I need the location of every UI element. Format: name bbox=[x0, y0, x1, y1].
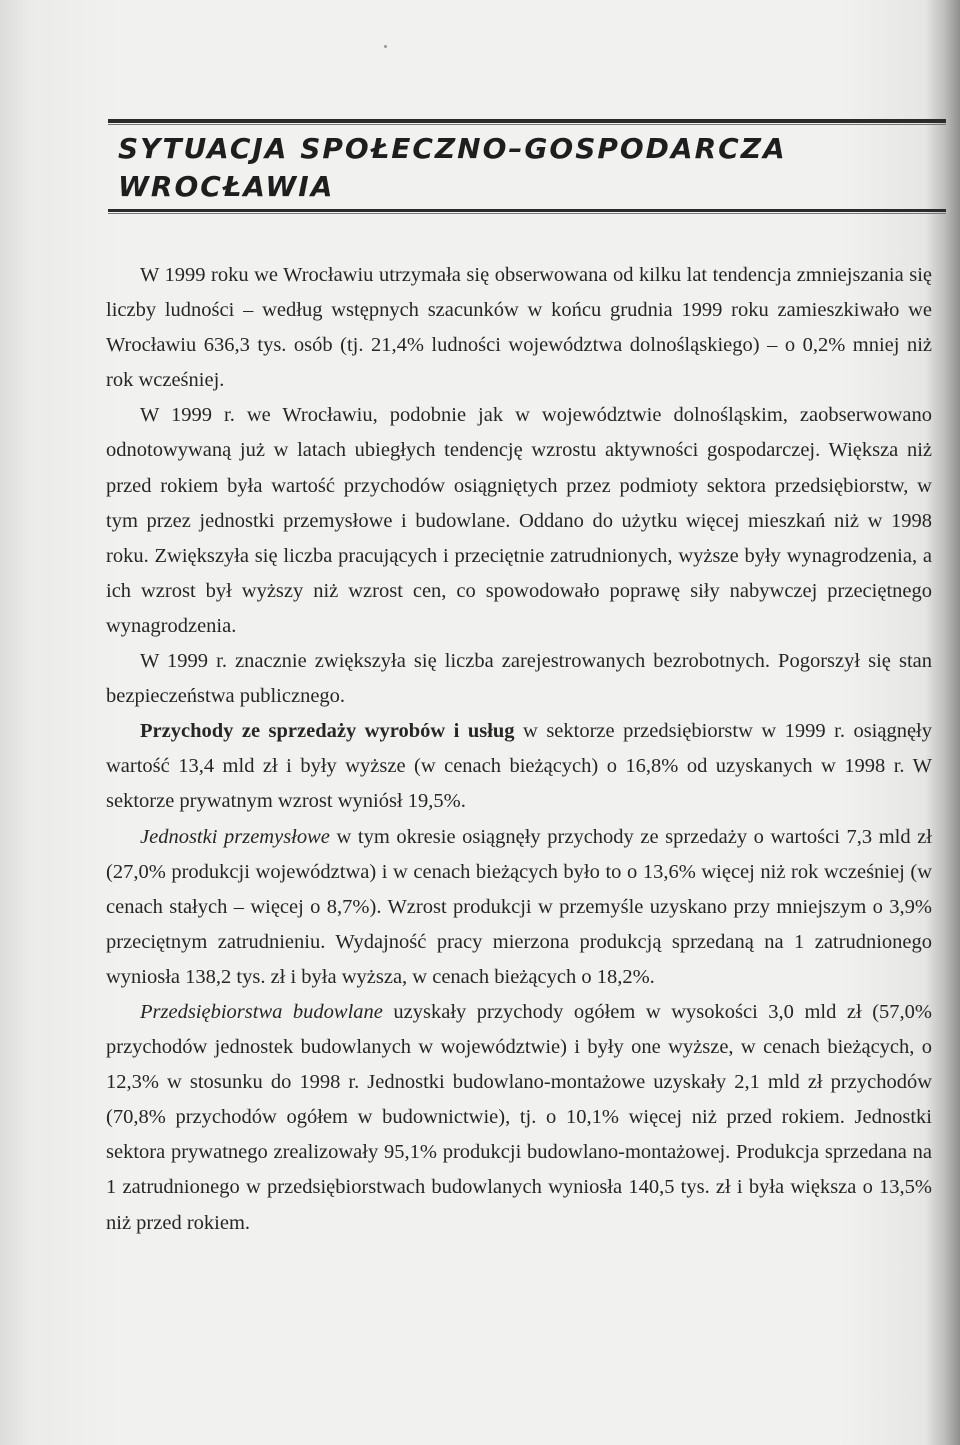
title-rule-bottom bbox=[108, 209, 946, 212]
paragraph-industry bbox=[106, 820, 932, 995]
title-rule-top-thin bbox=[108, 124, 946, 125]
paragraph-economy: W 1999 r. we Wrocławiu, podobnie jak w województwie dolnośląskim, zaobserwowano odnotowywaną już w latach ubiegłych tendencję wzrostu aktywności gospodarczej. Większa niż przed rokiem była wartość przychodów osiągniętych przez podmioty sektora przedsiębiorstw, w tym przez jednostki przemysłowe i budowlane. Oddano do użytku więcej mieszkań niż w 1998 roku. Zwiększyła się liczba pracujących i przeciętnie zatrudnionych, wyższe były wynagrodzenia, a ich wzrost był wyższy niż wzrost cen, co spowodowało poprawę siły nabywczej przeciętnego wynagrodzenia. bbox=[106, 404, 932, 637]
construction-text: uzyskały przychody ogółem w wysokości 3,0 mld zł (57,0% przychodów jednostek budowlanych w województwie) i były one wyższe, w cenach bieżących, o 12,3% w stosunku do 1998 r. Jednostki budowlano-montażowe uzyskały 2,1 mld zł przychodów (70,8% przychodów ogółem w budownictwie), tj. o 10,1% więcej niż przed rokiem. Jednostki sektora prywatnego zrealizowały 95,1% produkcji budowlano-montażowej. Produkcja sprzedana na 1 zatrudnionego w przedsiębiorstwach budowlanych wyniosła 140,5 tys. zł i była większa o 13,5% niż przed rokiem. bbox=[106, 1000, 932, 1234]
industry-text: w tym okresie osiągnęły przychody ze sprzedaży o wartości 7,3 mld zł (27,0% produkcji województwa) i w cenach bieżących było to o 13,6% więcej niż rok wcześniej (w cenach stałych – więcej o 8,7%). Wzrost produkcji w przemyśle uzyskano przy mniejszym o 3,9% przeciętnym zatrudnieniu. Wydajność pracy mierzona produkcją sprzedaną na 1 zatrudnionego wyniosła 138,2 tys. zł i była wyższa, w cenach bieżących o 18,2%. bbox=[106, 825, 932, 988]
speck bbox=[384, 45, 387, 48]
title-rule-top bbox=[108, 119, 946, 123]
article-body bbox=[106, 258, 932, 1241]
title-line-2: WROCŁAWIA bbox=[118, 170, 335, 203]
paragraph-unemployment: W 1999 r. znacznie zwiększyła się liczba zarejestrowanych bezrobotnych. Pogorszył się stan bezpieczeństwa publicznego. bbox=[106, 650, 932, 708]
construction-lead: Przedsiębiorstwa budowlane bbox=[140, 1000, 383, 1023]
title-rule-bottom-thin bbox=[108, 213, 946, 214]
revenues-text: w sektorze przedsiębiorstw w 1999 r. osiągnęły wartość 13,4 mld zł i były wyższe (w cenach bieżących) o 16,8% od uzyskanych w 1998 r. W sektorze prywatnym wzrost wyniósł 19,5%. bbox=[106, 720, 933, 813]
paragraph-construction bbox=[106, 995, 932, 1241]
paragraph-revenues bbox=[106, 714, 932, 819]
industry-lead: Jednostki przemysłowe bbox=[140, 825, 330, 848]
page-title bbox=[118, 130, 938, 206]
title-line-1: SYTUACJA SPOŁECZNO–GOSPODARCZA bbox=[118, 132, 787, 165]
revenues-lead: Przychody ze sprzedaży wyrobów i usług bbox=[140, 720, 515, 743]
paragraph-population: W 1999 roku we Wrocławiu utrzymała się obserwowana od kilku lat tendencja zmniejszania się liczby ludności – według wstępnych szacunków w końcu grudnia 1999 roku zamieszkiwało we Wrocławiu 636,3 tys. osób (tj. 21,4% ludności województwa dolnośląskiego) – o 0,2% mniej niż rok wcześniej. bbox=[106, 264, 932, 392]
